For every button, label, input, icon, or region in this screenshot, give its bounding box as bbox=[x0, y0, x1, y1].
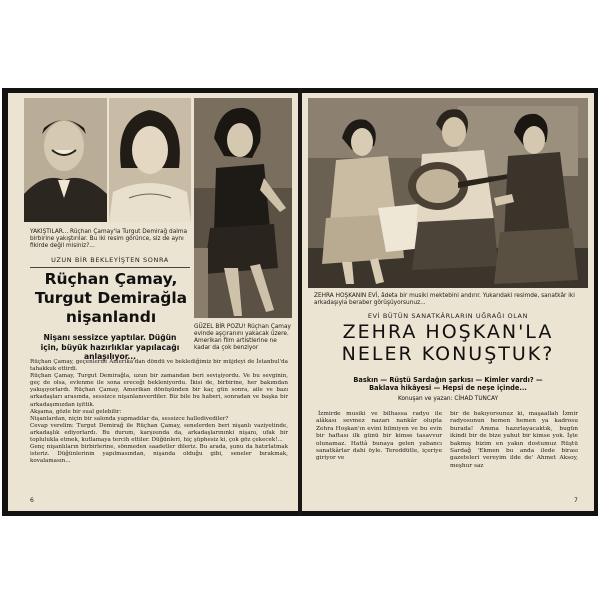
right-headline-line-2: NELER KONUŞTUK? bbox=[341, 343, 555, 365]
right-kicker: EVİ BÜTÜN SANATKÂRLARIN UĞRAĞI OLAN bbox=[367, 312, 529, 320]
left-body-paragraph: Cevap verelim: Turgut Demirağ ile Rüçhan Çamay, senelerden beri nişanlı vaziyetinde, arkadaşlık ediyorlardı. Bu durum, karşısında da, arkadaşlarınınki nişanı, ufak bir toplulukla etmek, kutlamaya tercih ettiler. Düğünleri, hiç şüphesiz ki, çok göz çekecek!... bbox=[30, 422, 288, 444]
right-column-2: bir de bakıyorsunuz ki, maşaallah İzmir radyosunun hemen hemen ya kadrosu burada! Amma hazırlayacaktık, bugün ikindi bir de bize yahut bir kimse yok. İşte bakmış bizim en yakın dostumuz Rüştü Sardağ 'Ekmen bu anda ilede birası gazeteleri vereyim ilde de' Ahmet Aksoy, meşhur saz bbox=[450, 411, 578, 469]
right-top-caption: ZEHRA HOŞKANIN EVİ, âdeta bir musiki mektebini andırır. Yukarıdaki resimde, sanatkâr iki arkadaşıyla beraber görüşüyorsunuz... bbox=[314, 293, 575, 306]
right-subheads bbox=[316, 376, 580, 393]
spread-gutter bbox=[298, 88, 302, 516]
photo-woman-seated bbox=[194, 98, 292, 318]
right-col1-text: İzmirde musiki ve bilhassa radyo ile alâkası sevmez nazarı nankâr olupta Zehra Hoşkan'ın evini bilmiyen ve bu evin bir haftası ilk günü bir kimse tasavvur olunamaz. Hattâ bunaya gelen yabancı sanatkârlar dahi öyle. Tereddütle, içeriye giriyor ve bbox=[316, 411, 442, 462]
left-headline-line-1: Rüçhan Çamay, bbox=[44, 270, 178, 288]
left-article-body bbox=[30, 359, 288, 465]
left-top-caption: YAKIŞTILAR... Rüçhan Çamay'la Turgut Demirağ dalma birbirine yakıştırılar. Bu iki resim görünce, siz de aynı fikirde değil misiniz?... bbox=[30, 229, 188, 249]
right-headline bbox=[316, 321, 580, 365]
left-page bbox=[8, 93, 298, 511]
left-body-paragraph: Akşama, gözle bir sual gelebilir: bbox=[30, 408, 122, 415]
magazine-spread bbox=[2, 88, 598, 516]
left-headline-line-2: Turgut Demirağla bbox=[34, 289, 188, 307]
left-body-paragraph: Rüçhan Çamay, geçenlerde Amerika'dan döndü ve beklediğimiz bir müjdeyi de İstanbul'da tahakkuk ettirdi. bbox=[30, 359, 288, 373]
left-headline bbox=[28, 270, 194, 327]
right-headline-line-1: ZEHRA HOŞKAN'LA bbox=[342, 321, 554, 343]
photo-woman-portrait bbox=[109, 98, 191, 222]
left-side-caption: GÜZEL BİR POZU! Rüçhan Çamay evinde aşçıranını yakacak üzere. Amerikan film artistlerine ne kadar da çok benziyor bbox=[194, 324, 291, 351]
left-headline-line-3: nişanlandı bbox=[65, 308, 157, 326]
left-body-paragraph: Rüçhan Çamay, Turgut Demirağla, uzun bir zamandan beri sevişiyordu. Ve bu sevginin, geç de olsa, evlenme ile sona ereceği bekleniyordu. İkisi de, birbirine, her bakımdan yakışıyorlardı. Rüçhan Çamay, Amerikan dönüşünden bir kaç gün sonra, aile ve bazı arkadaşları arasında, sessizce nişanlanıverdiler. Biz bile bu haberi, sonradan ve başka bir arkadaşımızdan işittik. bbox=[30, 373, 288, 408]
left-kicker-rule bbox=[30, 267, 190, 268]
left-page-number: 6 bbox=[30, 497, 34, 504]
right-page bbox=[302, 93, 594, 511]
left-deck: Nişanı sessizce yaptılar. Düğün için, büyük hazırlıklar yapılacağı anlaşılıyor... bbox=[40, 333, 180, 361]
right-column-1 bbox=[316, 411, 442, 463]
right-subhead-line: Baskın — Rüştü Sardağın şarkısı — Kimler vardı? — bbox=[353, 376, 543, 384]
left-body-paragraph: Genç nişanlıların birbirlerine, sönmeden saadetler dileriz. Bu arada, şunu da hatırlatmak isteriz. Düğünlerinin yapılmasından, nişanda olduğu gibi, seneler bırakmak, kovalamasın... bbox=[30, 444, 288, 465]
right-subhead-line: Baklava hikâyesi — Hepsi de neşe içinde... bbox=[369, 384, 527, 393]
photo-man-portrait bbox=[24, 98, 107, 222]
right-byline: Konuşan ve yazan: CİHAD TUNCAY bbox=[398, 396, 498, 402]
photo-musicians-group bbox=[308, 98, 588, 288]
right-page-number: 7 bbox=[574, 497, 578, 504]
left-body-paragraph: Nişanlardan, niçin bir salonda yapmadılar da, sessizce halledivediler? bbox=[30, 415, 229, 422]
left-kicker: UZUN BİR BEKLEYİŞTEN SONRA bbox=[51, 256, 169, 264]
